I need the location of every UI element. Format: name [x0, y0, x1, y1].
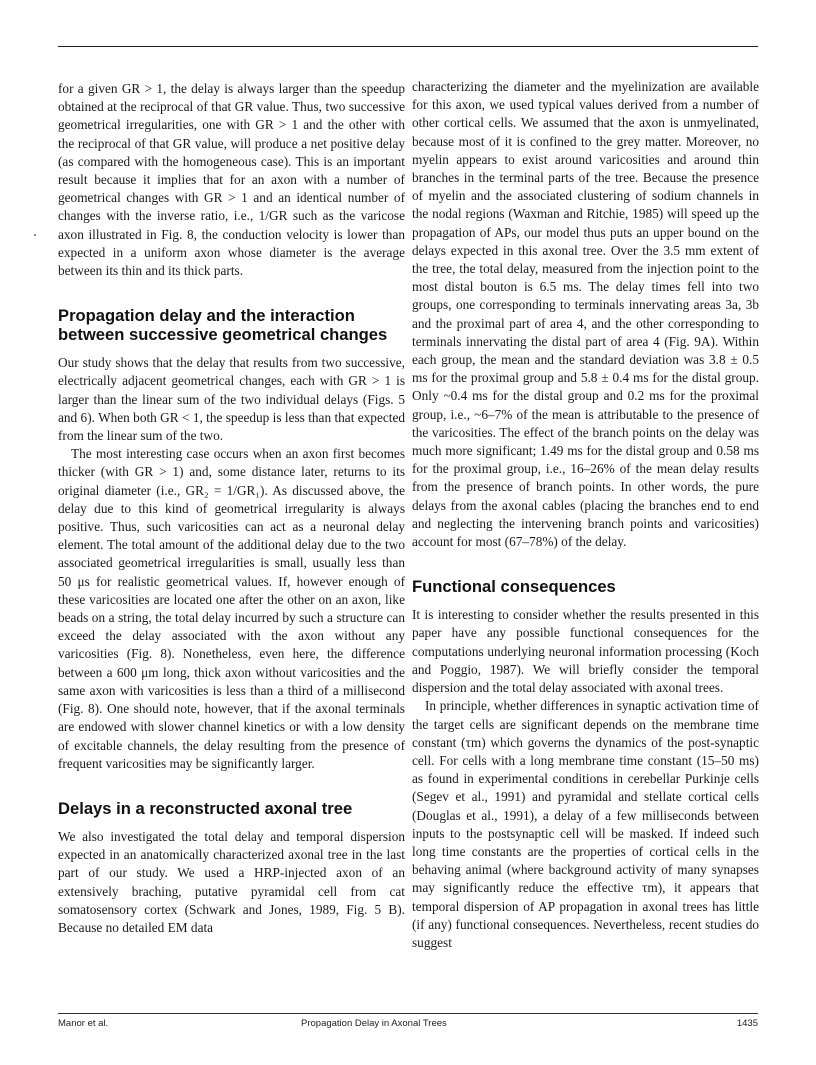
paragraph: Our study shows that the delay that results from two successive, electrically adjacent geometrical changes, each with GR > 1 is larger than the linear sum of the two individual delays (Figs. 5 and 6). When both GR < 1, the speedup is less than that expected from the linear sum of the two. [58, 355, 405, 444]
top-rule [58, 46, 758, 47]
footer-authors: Manor et al. [58, 1018, 109, 1029]
right-column [412, 78, 759, 952]
section-heading-propagation-delay: Propagation delay and the interaction between successive geometrical changes [58, 306, 388, 345]
paragraph: We also investigated the total delay and temporal dispersion expected in an anatomically characterized axonal tree in the last part of our study. We used a HRP-injected axon of an extensively braching, putative pyramidal cell from cat somatosensory cortex (Schwark and Jones, 1989, Fig. 5 B). Because no detailed EM data [58, 828, 405, 935]
footer-running-title: Propagation Delay in Axonal Trees [301, 1018, 447, 1029]
left-column [58, 80, 405, 937]
intro-paragraph: for a given GR > 1, the delay is always larger than the speedup obtained at the reciprocal of that GR value. Thus, two successive geometrical irregularities, one with GR > 1 and the other with the reciprocal of that GR value, will produce a net positive delay (as compared with the homogeneous case). This is an important result because it implies that for an axon with a number of geometrical changes with GR > 1 and an identical number of changes with the inverse ratio, i.e., 1/GR such as the varicose axon illustrated in Fig. 8, the conduction velocity is lower than expected in a uniform axon whose diameter is the average between its thin and its thick parts. [58, 81, 405, 279]
continuation-paragraph: characterizing the diameter and the myelinization are available for this axon, we used typical values derived from a number of other cortical cells. We assumed that the axon is unmyelinated, because most of it is confined to the grey matter. Moreover, no myelin appears to exist around varicosities and around thin branches in the terminal parts of the tree. Because the presence of myelin and the associated clustering of sodium channels in the nodal regions (Waxman and Ritchie, 1985) will speed up the propagation of APs, our model thus puts an upper bound on the delays expected in this axonal tree. Over the 3.5 mm extent of the tree, the total delay, measured from the injection point to the most distal bouton is 6.5 ms. The delay times fell into two groups, one corresponding to terminals innervating areas 3a, 3b and the proximal part of area 4, and the other corresponding to terminals innervating the distal part of area 4 (Fig. 9A). Within each group, the mean and the standard deviation was 3.8 ± 0.5 ms for the proximal group and 5.8 ± 0.4 ms for the distal group. Only ~0.4 ms for the distal group and 0.2 ms for the proximal group, i.e., ~6–7% of the mean is attributable to the presence of the varicosities. The effect of the branch points on the delay was much more significant; 1.49 ms for the distal group and 0.58 ms for the proximal group, i.e., 16–26% of the mean delay results from the presence of branch points. In other words, the pure delays from the axonal cables (placing the branches end to end and neglecting the intervening branch points and varicosities) account for most (67–78%) of the delay. [412, 79, 759, 550]
section-heading-reconstructed-tree: Delays in a reconstructed axonal tree [58, 798, 353, 818]
paragraph: It is interesting to consider whether the results presented in this paper have any possible functional consequences for the computations underlying neuronal information processing (Koch and Poggio, 1987). We will briefly consider the temporal dispersion and the total delay associated with axonal trees. [412, 607, 759, 696]
page-footer [58, 1013, 758, 1030]
margin-mark [34, 234, 36, 236]
paragraph: In principle, whether differences in synaptic activation time of the target cells are significant depends on the membrane time constant (τm) which governs the dynamics of the post-synaptic cell. For cells with a long membrane time constant (15–50 ms) as found in experimental conditions in cerebellar Purkinje cells (Segev et al., 1991) and pyramidal and stellate cortical cells (Douglas et al., 1991), a delay of a few milliseconds between inputs to the postsynaptic cell will be masked. If indeed such long time constants are the properties of cortical cells in the behaving animal (where background activity of many synapses may significantly reduce the effective τm), it appears that temporal dispersion of AP propagation in axonal trees has little (if any) functional consequences. Nevertheless, recent studies do suggest [412, 698, 759, 950]
page-number: 1435 [736, 1018, 758, 1029]
paragraph: The most interesting case occurs when an axon first becomes thicker (with GR > 1) and, some distance later, returns to its original diameter (i.e., GR₂ = 1/GR₁). As discussed above, the delay due to this kind of geometrical irregularity is always positive. Thus, such varicosities can act as a neuronal delay element. The total amount of the additional delay due to the two associated geometrical irregularities is small, usually less than 50 μs for realistic geometrical values. If, however enough of these varicosities are located one after the other on an axon, like beads on a string, the total delay incurred by such a structure can exceed the delay associated with the axon without any varicosities (Fig. 8). Nonetheless, even here, the difference between a 600 μm long, thick axon without varicosities and the same axon with varicosities is less than a third of a millisecond (Fig. 8). One should note, however, that if the axonal terminals are endowed with slower channel kinetics or with a low density of excitable channels, the delay resulting from the presence of frequent varicosities may be significantly larger. [58, 446, 405, 771]
section-heading-functional-consequences: Functional consequences [412, 577, 616, 597]
